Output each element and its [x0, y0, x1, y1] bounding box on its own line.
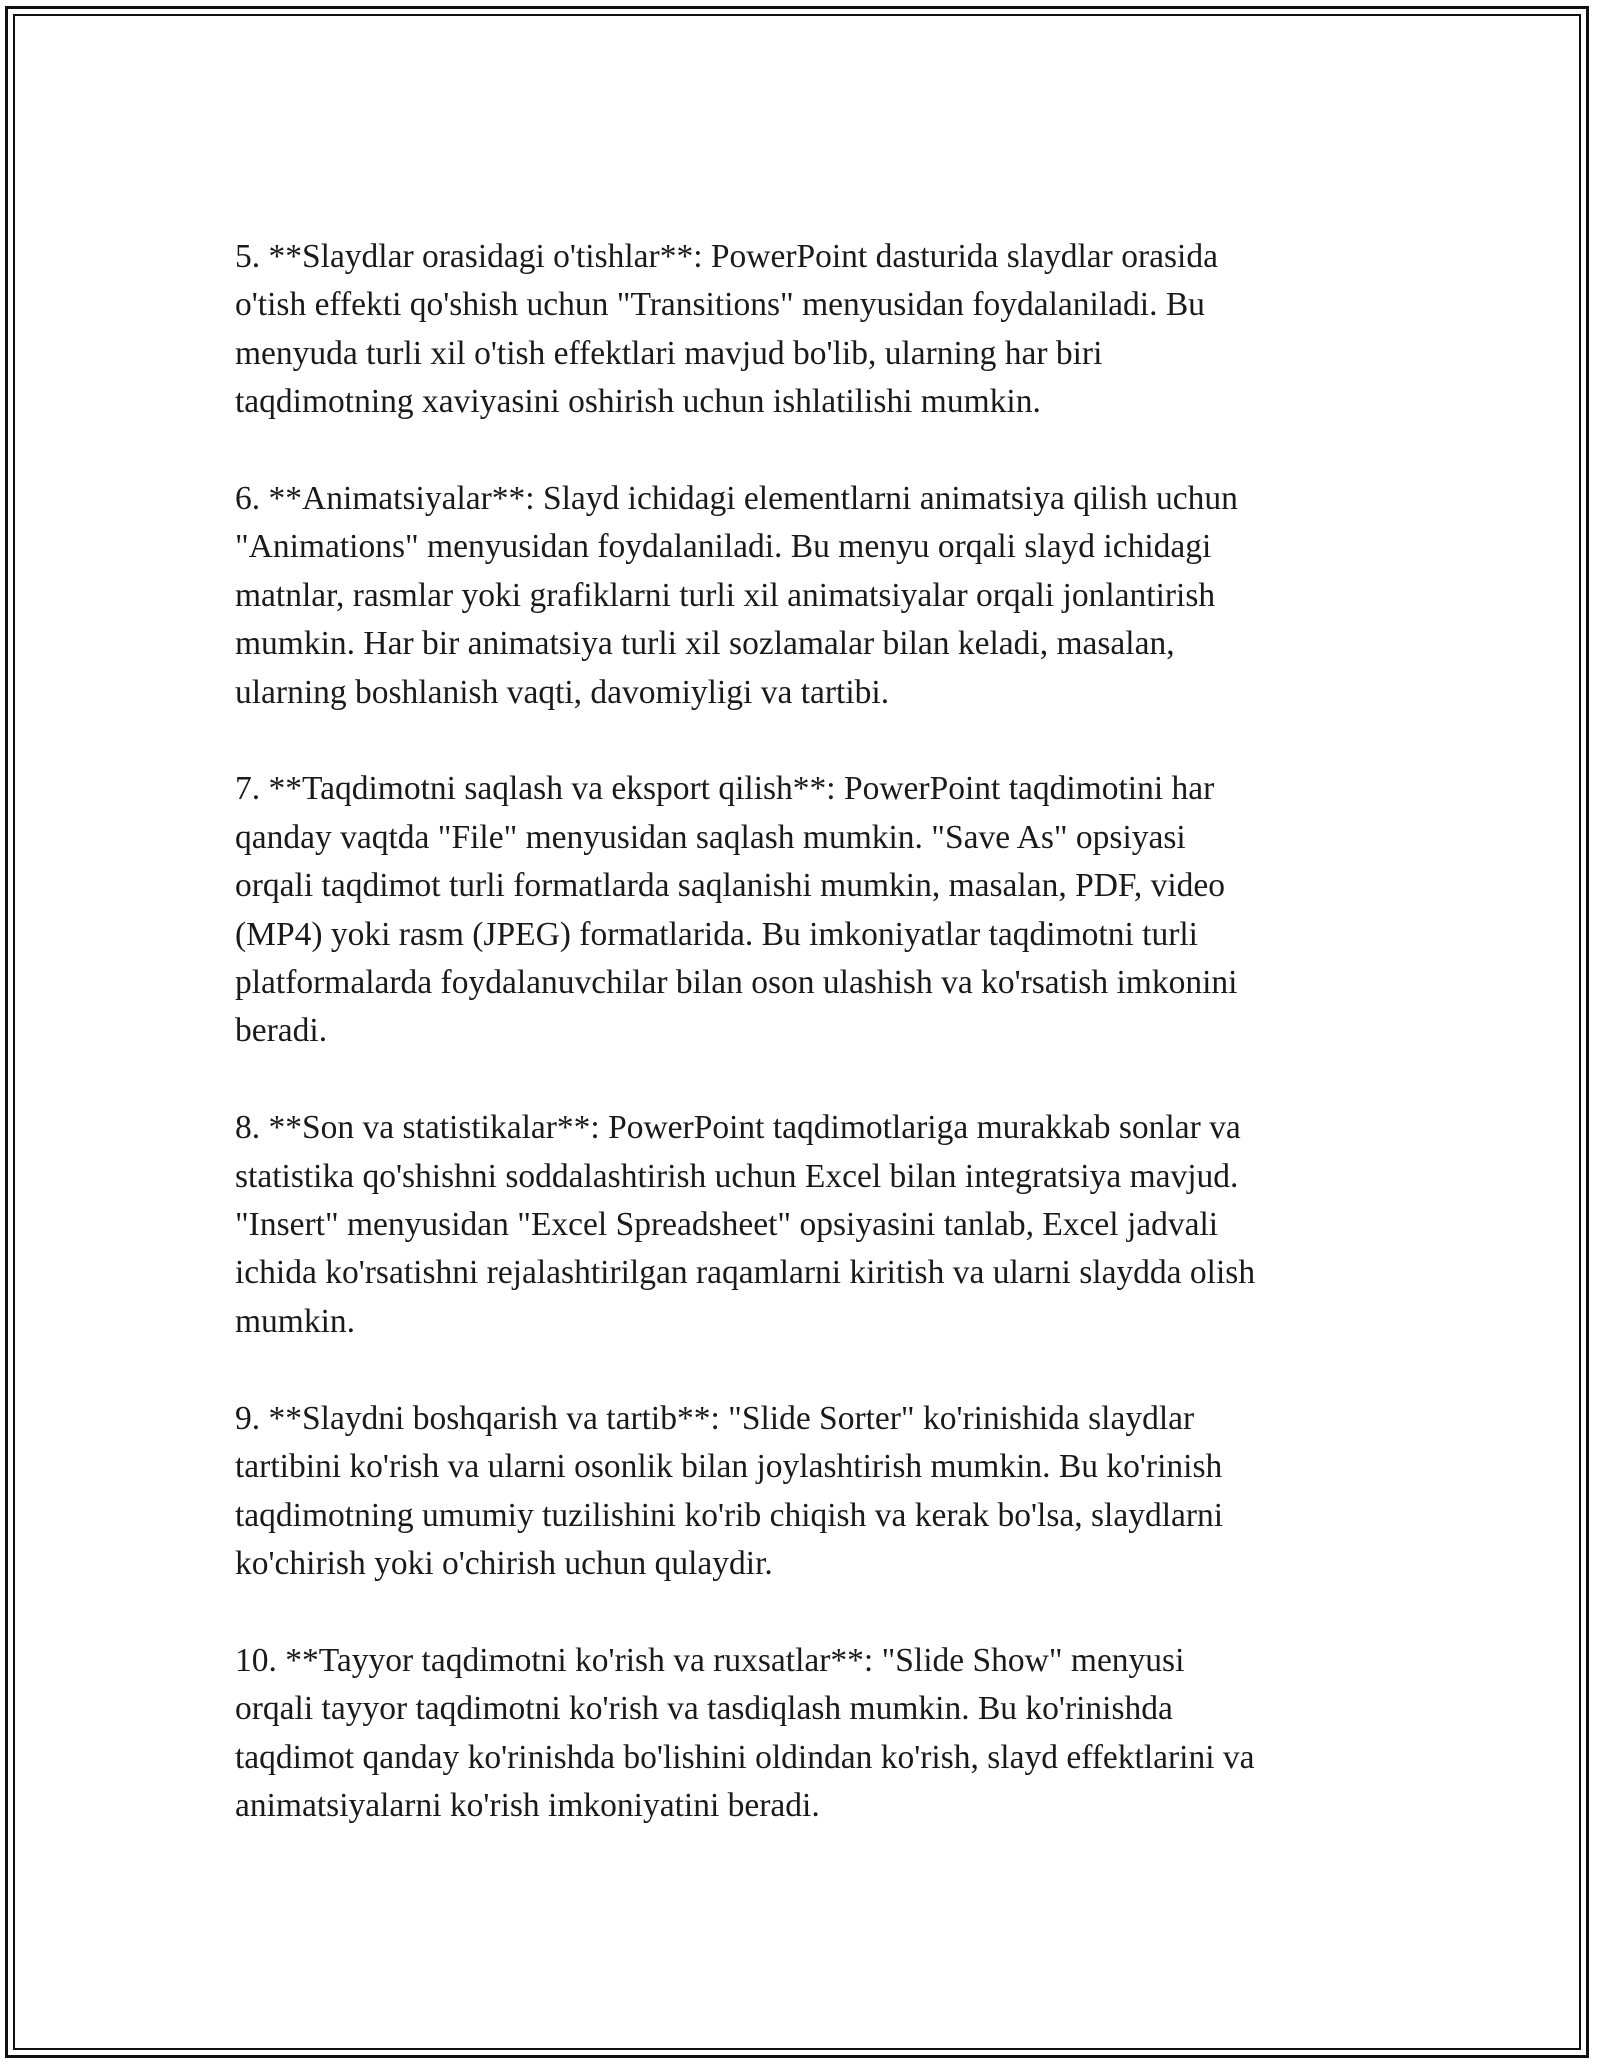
text-line: orqali taqdimot turli formatlarda saqlanishi mumkin, masalan, PDF, video — [235, 867, 1226, 905]
text-line: (MP4) yoki rasm (JPEG) formatlarida. Bu imkoniyatlar taqdimotni turli — [235, 915, 1198, 953]
text-line: menyuda turli xil o'tish effektlari mavjud bo'lib, ularning har biri — [235, 334, 1103, 372]
text-line: 5. **Slaydlar orasidagi o'tishlar**: PowerPoint dasturida slaydlar orasida — [235, 238, 1218, 275]
text-line: ularning boshlanish vaqti, davomiyligi va tartibi. — [235, 673, 890, 711]
text-line: 9. **Slaydni boshqarish va tartib**: "Slide Sorter" ko'rinishida slaydlar — [235, 1399, 1195, 1437]
text-line: 8. **Son va statistikalar**: PowerPoint taqdimotlariga murakkab sonlar va — [235, 1109, 1241, 1147]
text-line: taqdimotning xaviyasini oshirish uchun ishlatilishi mumkin. — [235, 383, 1041, 421]
text-line: 7. **Taqdimotni saqlash va eksport qilish**: PowerPoint taqdimotini har — [235, 770, 1215, 808]
paragraph-animations — [235, 475, 1375, 717]
text-line: "Animations" menyusidan foydalaniladi. Bu menyu orqali slayd ichidagi — [235, 528, 1212, 566]
document-body — [235, 233, 1375, 1879]
text-line: mumkin. Har bir animatsiya turli xil sozlamalar bilan keladi, masalan, — [235, 625, 1175, 663]
paragraph-save-export — [235, 765, 1375, 1055]
text-line: "Insert" menyusidan "Excel Spreadsheet" opsiyasini tanlab, Excel jadvali — [235, 1206, 1219, 1244]
text-line: ko'chirish yoki o'chirish uchun qulaydir. — [235, 1544, 773, 1582]
text-line: matnlar, rasmlar yoki grafiklarni turli xil animatsiyalar orqali jonlantirish — [235, 576, 1216, 614]
text-line: statistika qo'shishni soddalashtirish uchun Excel bilan integratsiya mavjud. — [235, 1157, 1239, 1195]
paragraph-transitions — [235, 233, 1375, 427]
text-line: tartibini ko'rish va ularni osonlik bilan joylashtirish mumkin. Bu ko'rinish — [235, 1448, 1223, 1486]
paragraph-slide-sorter — [235, 1395, 1375, 1589]
paragraph-numbers-statistics — [235, 1104, 1375, 1346]
text-line: 6. **Animatsiyalar**: Slayd ichidagi elementlarni animatsiya qilish uchun — [235, 480, 1238, 518]
text-line: qanday vaqtda "File" menyusidan saqlash mumkin. "Save As" opsiyasi — [235, 818, 1186, 856]
text-line: ichida ko'rsatishni rejalashtirilgan raqamlarni kiritish va ularni slaydda olish — [235, 1254, 1256, 1292]
text-line: mumkin. — [235, 1302, 356, 1340]
text-line: animatsiyalarni ko'rish imkoniyatini beradi. — [235, 1786, 820, 1824]
text-line: platformalarda foydalanuvchilar bilan oson ulashish va ko'rsatish imkonini — [235, 964, 1238, 1002]
paragraph-slide-show — [235, 1637, 1375, 1831]
text-line: taqdimot qanday ko'rinishda bo'lishini oldindan ko'rish, slayd effektlarini va — [235, 1738, 1255, 1776]
text-line: o'tish effekti qo'shish uchun "Transitions" menyusidan foydalaniladi. Bu — [235, 286, 1205, 324]
text-line: beradi. — [235, 1012, 328, 1050]
text-line: 10. **Tayyor taqdimotni ko'rish va ruxsatlar**: "Slide Show" menyusi — [235, 1641, 1185, 1679]
text-line: orqali tayyor taqdimotni ko'rish va tasdiqlash mumkin. Bu ko'rinishda — [235, 1690, 1173, 1728]
text-line: taqdimotning umumiy tuzilishini ko'rib chiqish va kerak bo'lsa, slaydlarni — [235, 1496, 1224, 1534]
